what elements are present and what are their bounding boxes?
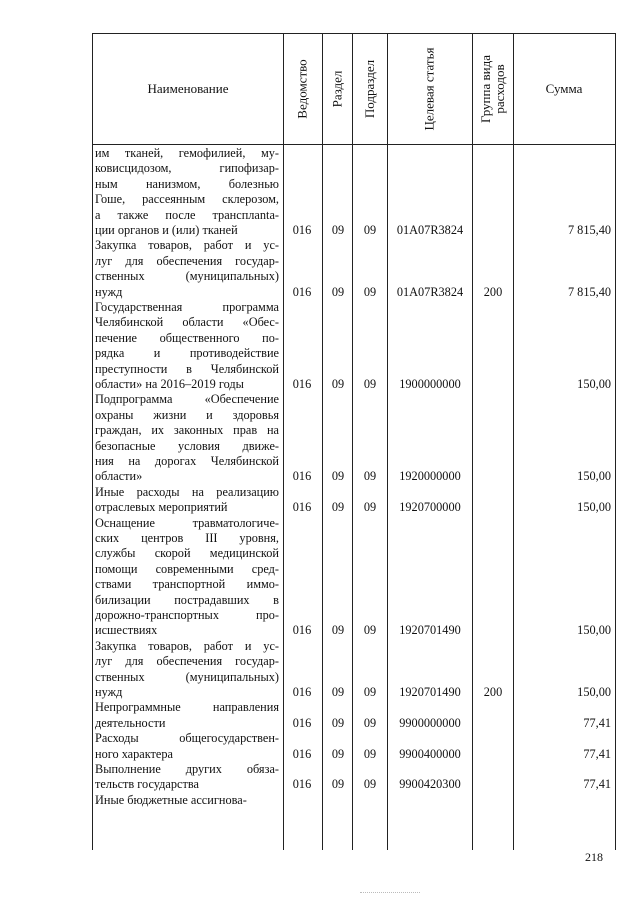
celevaya-statya-cell: 1900000000 bbox=[399, 376, 461, 391]
razdel-cell: 09 bbox=[331, 500, 345, 515]
row-name-line: ственных (муниципальных) bbox=[95, 669, 279, 684]
summa-cell: 7 815,40 bbox=[567, 284, 611, 299]
row-name-line: луг для обеспечения государ- bbox=[95, 253, 279, 268]
row-name-line: Иные расходы на реализацию bbox=[95, 484, 279, 499]
row-name-line: билизации пострадавших в bbox=[95, 592, 279, 607]
summa-cell: 150,00 bbox=[577, 623, 611, 638]
row-name bbox=[95, 731, 279, 762]
celevaya-statya-cell: 1920701490 bbox=[399, 623, 461, 638]
razdel-cell: 09 bbox=[331, 623, 345, 638]
vedomstvo-cell: 016 bbox=[292, 715, 312, 730]
celevaya-statya-cell: 1920700000 bbox=[399, 500, 461, 515]
header-celevaya-statya: Целевая статья bbox=[421, 47, 437, 131]
row-name-line: тельств государства bbox=[95, 777, 199, 792]
row-name bbox=[95, 146, 279, 238]
row-name-line: нужд bbox=[95, 284, 123, 299]
razdel-cell: 09 bbox=[331, 376, 345, 391]
table-row bbox=[93, 762, 615, 793]
row-name-line: Расходы общегосударствен- bbox=[95, 731, 279, 746]
row-name-line: печение общественного по- bbox=[95, 330, 279, 345]
table-row bbox=[93, 392, 615, 484]
summa-cell: 150,00 bbox=[577, 684, 611, 699]
row-name-line: ным нанизмом, болезнью bbox=[95, 176, 279, 191]
vedomstvo-cell: 016 bbox=[292, 500, 312, 515]
gruppa-cell: 200 bbox=[483, 684, 503, 699]
row-name-line: а также после трансплanta- bbox=[95, 207, 279, 222]
podrazdel-cell: 09 bbox=[363, 222, 377, 237]
row-name bbox=[95, 516, 279, 639]
row-name-line: Непрограммные направления bbox=[95, 700, 279, 715]
celevaya-statya-cell: 9900400000 bbox=[399, 746, 461, 761]
row-name bbox=[95, 793, 279, 808]
summa-cell: 77,41 bbox=[583, 715, 611, 730]
row-name-line: ских центров III уровня, bbox=[95, 531, 279, 545]
row-name-line: отраслевых мероприятий bbox=[95, 500, 228, 515]
row-name-line: помощи современными сред- bbox=[95, 561, 279, 576]
razdel-cell: 09 bbox=[331, 777, 345, 792]
razdel-cell: 09 bbox=[331, 222, 345, 237]
col-rule-right bbox=[615, 33, 616, 850]
row-name-line: деятельности bbox=[95, 715, 166, 730]
row-name bbox=[95, 300, 279, 392]
table-row bbox=[93, 238, 615, 300]
row-name-line: безопасные условия движе- bbox=[95, 438, 279, 453]
row-name-line: дорожно-транспортных про- bbox=[95, 608, 279, 623]
row-name-line: ции органов и (или) тканей bbox=[95, 223, 238, 238]
row-name-line: Гоше, рассеянным склерозом, bbox=[95, 192, 279, 207]
summa-cell: 150,00 bbox=[577, 376, 611, 391]
table-row bbox=[93, 516, 615, 639]
razdel-cell: 09 bbox=[331, 469, 345, 484]
row-name-line: Выполнение других обяза- bbox=[95, 762, 279, 776]
row-name bbox=[95, 485, 279, 516]
summa-cell: 150,00 bbox=[577, 469, 611, 484]
summa-cell: 7 815,40 bbox=[567, 222, 611, 237]
razdel-cell: 09 bbox=[331, 715, 345, 730]
table-row bbox=[93, 485, 615, 516]
podrazdel-cell: 09 bbox=[363, 684, 377, 699]
row-name-line: исшествиях bbox=[95, 623, 158, 638]
summa-cell: 77,41 bbox=[583, 777, 611, 792]
podrazdel-cell: 09 bbox=[363, 746, 377, 761]
vedomstvo-cell: 016 bbox=[292, 376, 312, 391]
podrazdel-cell: 09 bbox=[363, 715, 377, 730]
row-name bbox=[95, 762, 279, 793]
row-name-line: ного характера bbox=[95, 746, 173, 761]
podrazdel-cell: 09 bbox=[363, 284, 377, 299]
table-row bbox=[93, 793, 615, 808]
header-gruppa-vida-raskhodov: Группа вида расходов bbox=[478, 55, 508, 123]
vedomstvo-cell: 016 bbox=[292, 777, 312, 792]
row-name-line: граждан, их законных прав на bbox=[95, 423, 279, 438]
header-razdel: Раздел bbox=[329, 70, 345, 108]
row-name-line: Оснащение травматологиче- bbox=[95, 515, 279, 530]
header-name: Наименование bbox=[147, 81, 229, 96]
row-name-line: луг для обеспечения государ- bbox=[95, 654, 279, 669]
row-name-line: Закупка товаров, работ и ус- bbox=[95, 238, 279, 253]
header-vedomstvo: Ведомство bbox=[295, 59, 310, 119]
podrazdel-cell: 09 bbox=[363, 469, 377, 484]
celevaya-statya-cell: 1920000000 bbox=[399, 469, 461, 484]
vedomstvo-cell: 016 bbox=[292, 623, 312, 638]
razdel-cell: 09 bbox=[331, 684, 345, 699]
row-name-line: службы скорой медицинской bbox=[95, 546, 279, 561]
row-name-line: ковисцидозом, гипофизар- bbox=[95, 161, 279, 176]
page-number: 218 bbox=[585, 850, 603, 864]
row-name-line: Подпрограмма «Обеспечение bbox=[95, 392, 279, 407]
celevaya-statya-cell: 01А07R3824 bbox=[396, 284, 464, 299]
celevaya-statya-cell: 9900000000 bbox=[399, 715, 461, 730]
podrazdel-cell: 09 bbox=[363, 623, 377, 638]
podrazdel-cell: 09 bbox=[363, 500, 377, 515]
podrazdel-cell: 09 bbox=[363, 777, 377, 792]
row-name-line: охраны жизни и здоровья bbox=[95, 407, 279, 422]
table-row bbox=[93, 700, 615, 731]
celevaya-statya-cell: 01А07R3824 bbox=[396, 222, 464, 237]
row-name-line: Иные бюджетные ассигнова- bbox=[95, 792, 247, 807]
vedomstvo-cell: 016 bbox=[292, 746, 312, 761]
header-podrazdel: Подраздел bbox=[362, 59, 378, 119]
gruppa-cell: 200 bbox=[483, 284, 503, 299]
row-name bbox=[95, 392, 279, 484]
row-name-line: Челябинской области «Обес- bbox=[95, 315, 279, 330]
row-name-line: ния на дорогах Челябинской bbox=[95, 454, 279, 469]
razdel-cell: 09 bbox=[331, 284, 345, 299]
table-row bbox=[93, 300, 615, 392]
row-name bbox=[95, 238, 279, 300]
vedomstvo-cell: 016 bbox=[292, 284, 312, 299]
row-name-line: им тканей, гемофилией, му- bbox=[95, 146, 279, 160]
row-name-line: области» bbox=[95, 469, 143, 484]
row-name-line: ственных (муниципальных) bbox=[95, 269, 279, 284]
summa-cell: 150,00 bbox=[577, 500, 611, 515]
row-name-line: области» на 2016–2019 годы bbox=[95, 377, 244, 392]
scan-mark bbox=[360, 892, 420, 893]
celevaya-statya-cell: 9900420300 bbox=[399, 777, 461, 792]
table-row bbox=[93, 146, 615, 238]
row-name-line: ствами транспортной иммо- bbox=[95, 577, 279, 592]
row-name-line: рядка и противодействие bbox=[95, 346, 279, 361]
table-row bbox=[93, 731, 615, 762]
podrazdel-cell: 09 bbox=[363, 376, 377, 391]
row-name-line: Закупка товаров, работ и ус- bbox=[95, 638, 279, 653]
row-name-line: Государственная программа bbox=[95, 300, 279, 314]
razdel-cell: 09 bbox=[331, 746, 345, 761]
vedomstvo-cell: 016 bbox=[292, 222, 312, 237]
vedomstvo-cell: 016 bbox=[292, 684, 312, 699]
summa-cell: 77,41 bbox=[583, 746, 611, 761]
table-row bbox=[93, 639, 615, 701]
vedomstvo-cell: 016 bbox=[292, 469, 312, 484]
row-name-line: преступности в Челябинской bbox=[95, 361, 279, 376]
row-name-line: нужд bbox=[95, 685, 123, 700]
header-summa: Сумма bbox=[545, 81, 583, 96]
header-bottom-border bbox=[92, 144, 616, 145]
celevaya-statya-cell: 1920701490 bbox=[399, 684, 461, 699]
row-name bbox=[95, 700, 279, 731]
row-name bbox=[95, 639, 279, 701]
